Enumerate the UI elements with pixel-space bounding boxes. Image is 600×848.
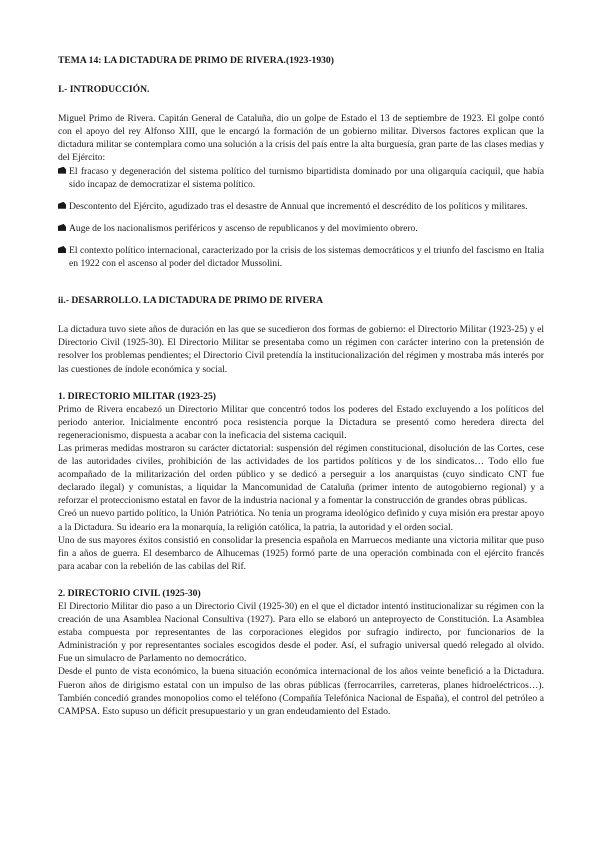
bullet-text: Auge de los nacionalismos periféricos y ascenso de republicanos y del movimiento obrero. xyxy=(69,222,418,234)
bullet-text: El fracaso y degeneración del sistema político del turnismo bipartidista dominado por una oligarquía caciquil, que había sido incapaz de democratizar el sistema político. xyxy=(69,165,544,190)
hand-pointer-icon xyxy=(58,165,69,191)
section-heading-introduccion: I.- INTRODUCCIÓN. xyxy=(58,84,150,96)
intro-paragraph: Miguel Primo de Rivera. Capitán General de Cataluña, dio un golpe de Estado el 13 de septiembre de 1923. El golpe contó con el apoyo del rey Alfonso XIII, que le encargó la formación de un gobierno militar. Diversos factores explican que la dictadura militar se contemplara como una solución a la crisis del país entre la alta burguesía, gran parte de las clases medias y del Ejército: xyxy=(58,113,544,164)
bullet-item xyxy=(58,200,544,213)
paragraph: Creó un nuevo partido político, la Unión Patriótica. No tenía un programa ideológico definido y cuya misión era prestar apoyo a la Dictadura. Su ideario era la monarquía, la religión católica, la patria, la autoridad y el orden social. xyxy=(58,508,544,533)
bullet-text: El contexto político internacional, caracterizado por la crisis de los sistemas democráticos y el triunfo del fascismo en Italia en 1922 con el ascenso al poder del dictador Mussolini. xyxy=(69,244,544,270)
document-page xyxy=(58,54,544,718)
paragraph: Uno de sus mayores éxitos consistió en consolidar la presencia española en Marruecos mediante una victoria militar que puso fin a años de guerra. El desembarco de Alhucemas (1925) formó parte de una operación combinada con el ejército francés para acabar con la rebelión de las cabilas del Rif. xyxy=(58,534,544,572)
development-intro-paragraph: La dictadura tuvo siete años de duración en las que se sucedieron dos formas de gobierno: el Directorio Militar (1923-25) y el Directorio Civil (1925-30). El Directorio Militar se presentaba como un régimen con carácter interino con la pretensión de resolver los problemas pendientes; el Directorio Civil pretendía la institucionalización del régimen y mostraba más interés por las cuestiones de índole económica y social. xyxy=(58,324,544,375)
paragraph: Las primeras medidas mostraron su carácter dictatorial: suspensión del régimen constitucional, disolución de las Cortes, cese de las autoridades civiles, prohibición de las actividades de los partidos políticos y de los sindicatos… Todo ello fue acompañado de la militarización del orden público y se dedicó a perseguir a los anarquistas (cuyo sindicato CNT fue declarado ilegal) y comunistas, a liquidar la Mancomunidad de Cataluña (primer intento de autogobierno regional) y a reforzar el proteccionismo estatal en favor de la industria nacional y a fomentar la construcción de grandes obras públicas. xyxy=(58,442,544,507)
hand-pointer-icon xyxy=(58,222,69,235)
hand-pointer-icon xyxy=(58,200,69,213)
paragraph: Desde el punto de vista económico, la buena situación económica internacional de los años veinte benefició a la Dictadura. Fueron años de dirigismo estatal con un impulso de las obras públicas (ferrocarriles, carreteras, planes hidroeléctricos…). También concedió grandes monopolios como el teléfono (Compañía Telefónica Nacional de España), el control del petróleo a CAMPSA. Esto supuso un déficit presupuestario y un gran endeudamiento del Estado. xyxy=(58,666,544,717)
paragraph: Primo de Rivera encabezó un Directorio Militar que concentró todos los poderes del Estado excluyendo a los políticos del periodo anterior. Inicialmente encontró poca resistencia porque la Dictadura se presentó como heredera directa del regeneracionismo, dispuesta a acabar con la ineficacia del sistema caciquil. xyxy=(58,403,544,441)
subsection-heading-directorio-militar: 1. DIRECTORIO MILITAR (1923-25) xyxy=(58,390,216,402)
subsection-heading-directorio-civil: 2. DIRECTORIO CIVIL (1925-30) xyxy=(58,587,201,599)
bullet-item xyxy=(58,222,544,235)
bullet-item xyxy=(58,165,544,191)
bullet-item xyxy=(58,244,544,270)
document-title: TEMA 14: LA DICTADURA DE PRIMO DE RIVERA.(1923-1930) xyxy=(58,55,334,66)
hand-pointer-icon xyxy=(58,244,69,270)
bullet-text: Descontento del Ejército, agudizado tras el desastre de Annual que incrementó el descrédito de los políticos y militares. xyxy=(69,200,528,212)
section-heading-desarrollo: ii.- DESARROLLO. LA DICTADURA DE PRIMO DE RIVERA xyxy=(58,295,324,307)
paragraph: El Directorio Militar dio paso a un Directorio Civil (1925-30) en el que el dictador intentó institucionalizar su régimen con la creación de una Asamblea Nacional Consultiva (1927). Para ello se elaboró un anteproyecto de Constitución. La Asamblea estaba compuesta por representantes de las corporaciones elegidos por sufragio indirecto, por funcionarios de la Administración y por representantes sociales escogidos desde el poder. Así, el sufragio universal quedó relegado al olvido. Fue un simulacro de Parlamento no democrático. xyxy=(58,601,544,665)
